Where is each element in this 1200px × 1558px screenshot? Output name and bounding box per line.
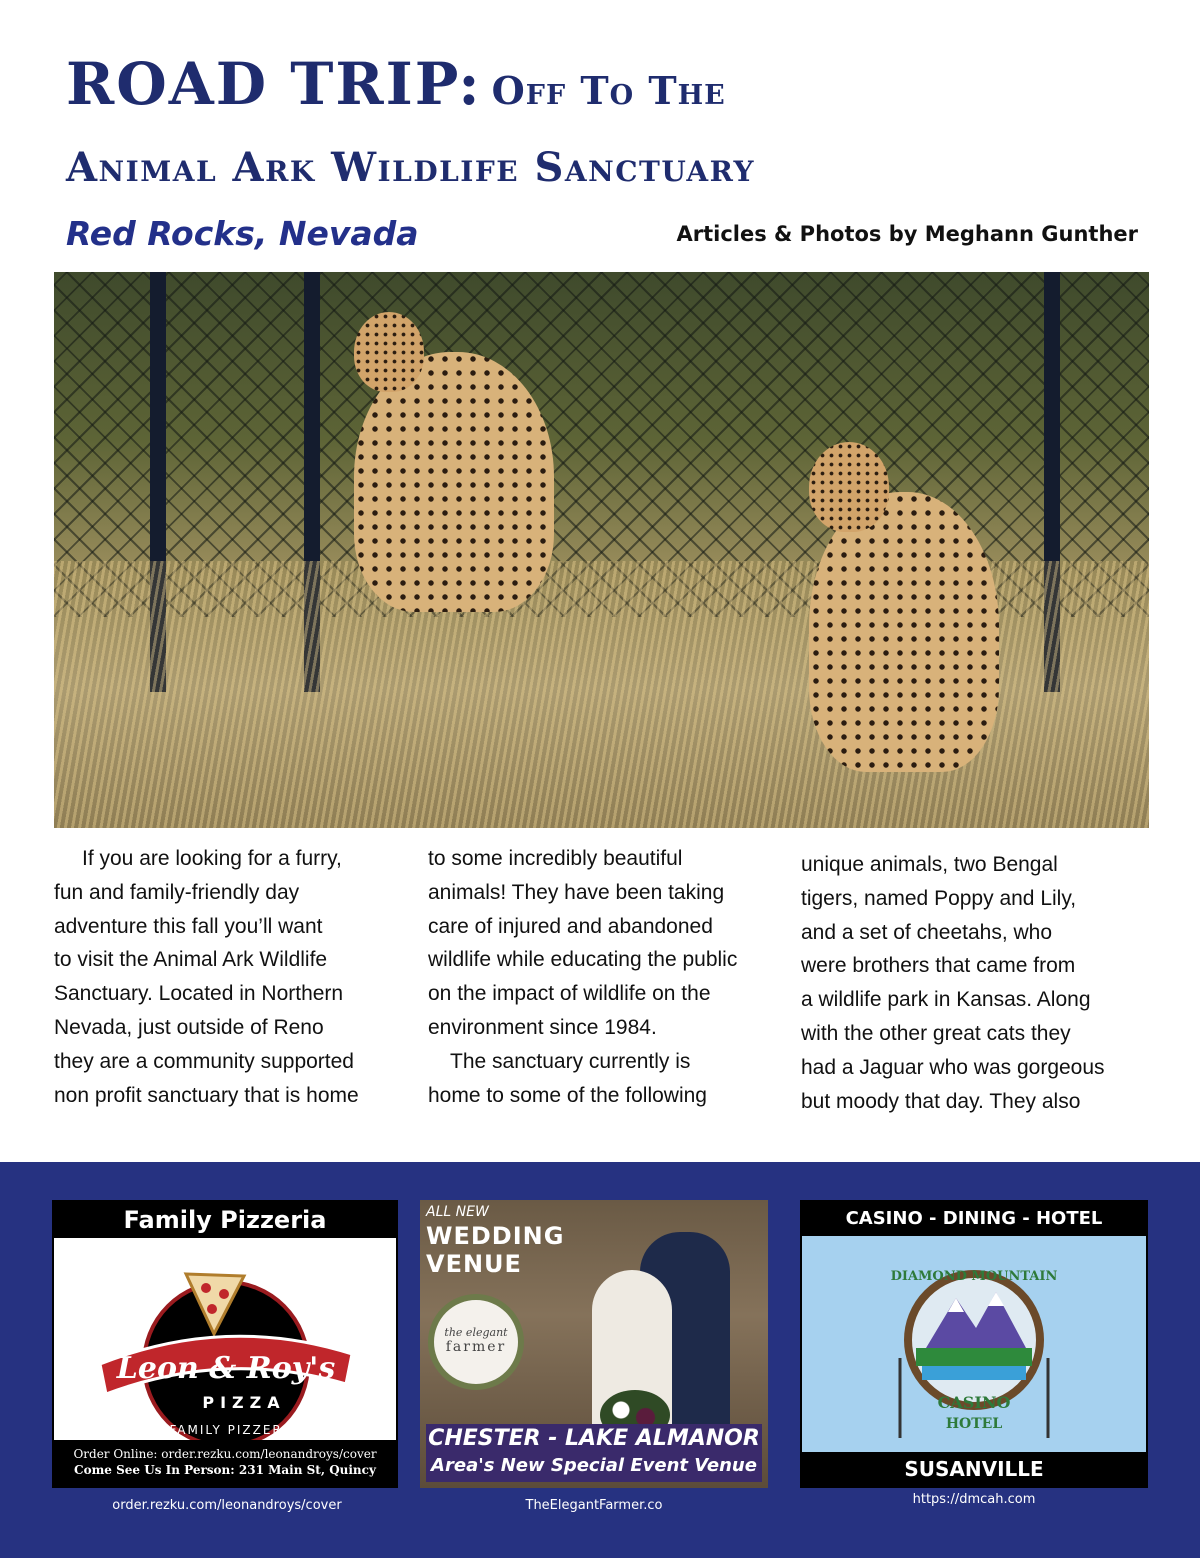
pizza-ad-url[interactable]: order.rezku.com/leonandroys/cover: [112, 1498, 342, 1513]
text-line: on the impact of wildlife on the: [428, 982, 711, 1006]
text-line: fun and family-friendly day: [54, 880, 300, 904]
logo-casino-text: CASINO: [937, 1393, 1011, 1412]
pizza-address: Come See Us In Person: 231 Main St, Quincy: [74, 1463, 376, 1477]
casino-location: SUSANVILLE: [802, 1452, 1146, 1486]
casino-ad-header: CASINO - DINING - HOTEL: [802, 1202, 1146, 1236]
cheetah-left-head: [354, 312, 424, 392]
text-line: had a Jaguar who was gorgeous: [801, 1055, 1105, 1079]
logo-pizza-text: PIZZA: [202, 1393, 286, 1412]
wedding-title-line: VENUE: [426, 1250, 522, 1278]
wedding-banner: [426, 1424, 762, 1482]
pizza-ad-footer: [54, 1440, 396, 1486]
wedding-venue-title: [426, 1222, 564, 1278]
text-line: animals! They have been taking: [428, 880, 725, 904]
title-road-trip: ROAD TRIP:: [66, 50, 482, 118]
text-line: tigers, named Poppy and Lily,: [801, 886, 1077, 910]
article-body: [54, 842, 1149, 1114]
all-new-label: ALL NEW: [426, 1204, 489, 1220]
text-line: unique animals, two Bengal: [801, 853, 1058, 876]
diamond-mountain-logo: [886, 1248, 1062, 1448]
pizza-order-online: Order Online: order.rezku.com/leonandroys/cover: [73, 1447, 377, 1461]
text-line: non profit sanctuary that is home: [54, 1083, 359, 1107]
text-line: and a set of cheetahs, who: [801, 920, 1053, 944]
text-line: but moody that day. They also: [801, 1089, 1081, 1113]
elegant-farmer-wreath-logo: [428, 1294, 524, 1390]
wreath-text: the elegant: [444, 1326, 508, 1339]
text-line: home to some of the following: [428, 1083, 707, 1107]
text-line: If you are looking for a furry,: [82, 847, 342, 870]
text-line: they are a community supported: [54, 1049, 354, 1073]
text-line: a wildlife park in Kansas. Along: [801, 988, 1091, 1012]
logo-family-pizzeria-text: FAMILY PIZZERIA: [169, 1423, 299, 1437]
location-subtitle: Red Rocks, Nevada: [66, 214, 419, 253]
pizza-ad-header: Family Pizzeria: [54, 1202, 396, 1238]
article-column-1: [54, 842, 359, 1112]
casino-ad[interactable]: [800, 1200, 1148, 1488]
wedding-banner-location: CHESTER - LAKE ALMANOR: [428, 1426, 760, 1451]
text-line: Nevada, just outside of Reno: [54, 1015, 324, 1039]
logo-top-text: DIAMOND MOUNTAIN: [890, 1269, 1058, 1284]
advertisement-band: [0, 1162, 1200, 1558]
byline: Articles & Photos by Meghann Gunther: [676, 222, 1138, 246]
text-line: were brothers that came from: [801, 954, 1076, 978]
pizza-ad[interactable]: [52, 1200, 398, 1488]
title-off-to-the: Off To The: [491, 68, 726, 113]
cheetah-right: [809, 492, 999, 772]
text-line: care of injured and abandoned: [428, 914, 713, 938]
casino-ad-url[interactable]: https://dmcah.com: [912, 1492, 1036, 1507]
wedding-banner-tagline: Area's New Special Event Venue: [431, 1455, 757, 1476]
text-line: adventure this fall you’ll want: [54, 914, 323, 938]
text-line: with the other great cats they: [801, 1021, 1071, 1045]
text-line: to some incredibly beautiful: [428, 847, 683, 870]
leon-roys-logo: [94, 1254, 358, 1454]
wedding-ad-url[interactable]: TheElegantFarmer.co: [525, 1498, 663, 1513]
wreath-text: farmer: [445, 1339, 507, 1355]
article-column-3: [801, 848, 1105, 1118]
text-line: environment since 1984.: [428, 1015, 657, 1039]
wedding-title-line: WEDDING: [426, 1222, 565, 1250]
article-column-2: [428, 842, 737, 1112]
text-line: The sanctuary currently is: [450, 1049, 691, 1073]
cheetah-left: [354, 352, 554, 612]
text-line: to visit the Animal Ark Wildlife: [54, 948, 328, 972]
wedding-venue-ad[interactable]: [420, 1200, 768, 1488]
cheetah-photo: [54, 272, 1149, 828]
page-title: [66, 50, 726, 118]
title-sanctuary-name: Animal Ark Wildlife Sanctuary: [66, 144, 756, 191]
logo-brand-text: Leon & Roy's: [116, 1351, 336, 1386]
cheetah-right-head: [809, 442, 889, 532]
text-line: wildlife while educating the public: [428, 948, 738, 972]
logo-hotel-text: HOTEL: [945, 1416, 1003, 1432]
text-line: Sanctuary. Located in Northern: [54, 982, 344, 1006]
